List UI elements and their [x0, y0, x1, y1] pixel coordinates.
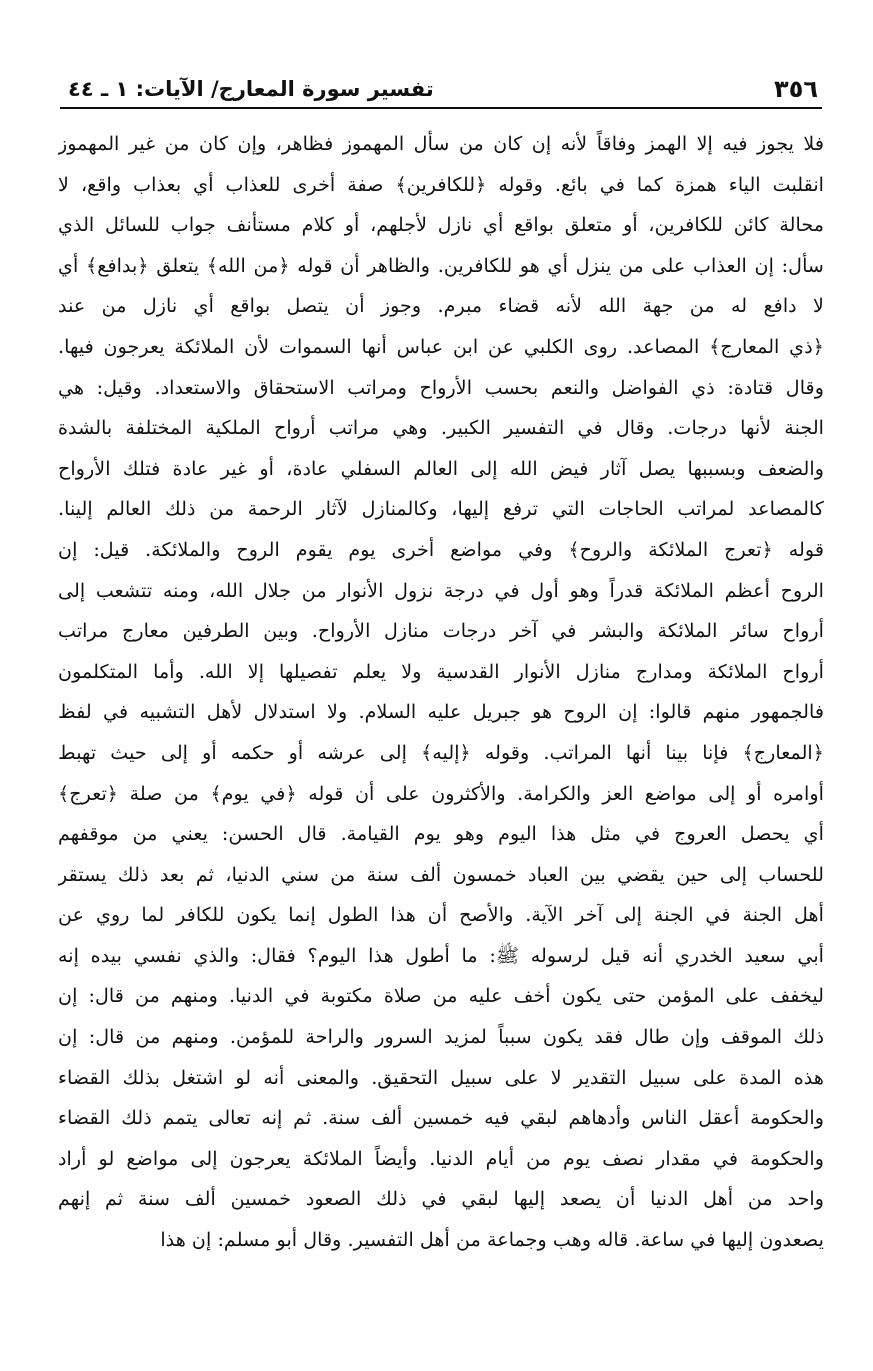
- text-line: هذه المدة على سبيل التقدير لا على سبيل التحقيق. والمعنى أنه لو اشتغل بذلك القضاء: [58, 1065, 824, 1089]
- text-line: قوله ﴿تعرج الملائكة والروح﴾ وفي مواضع أخرى يوم يقوم الروح والملائكة. قيل: إن: [58, 537, 824, 561]
- text-line: أهل الجنة في الجنة إلى آخر الآية. والأصح أن هذا الطول إنما يكون للكافر لما روي عن: [58, 903, 824, 927]
- text-line: يصعدون إليها في ساعة. قاله وهب وجماعة من أهل التفسير. وقال أبو مسلم: إن هذا: [160, 1228, 824, 1252]
- text-line: واحد من أهل الدنيا أن يصعد إليها لبقي في ذلك الصعود خمسين ألف سنة ثم إنهم: [58, 1187, 824, 1211]
- text-line: أوامره أو إلى مواضع العز والكرامة. والأكثرون على أن قوله ﴿في يوم﴾ من صلة ﴿تعرج﴾: [58, 781, 824, 805]
- text-line: ﴿ذي المعارج﴾ المصاعد. روى الكلبي عن ابن عباس أنها السموات لأن الملائكة يعرجون فيها.: [58, 334, 824, 358]
- body-text: [58, 124, 824, 1261]
- text-line: سأل: إن العذاب على من ينزل أي هو للكافرين. والظاهر أن قوله ﴿من الله﴾ يتعلق ﴿بدافع﴾ أي: [58, 253, 824, 277]
- running-title: تفسير سورة المعارج/ الآيات: ١ ـ ٤٤: [68, 77, 434, 101]
- text-line: الروح أعظم الملائكة قدراً وهو أول في درجة نزول الأنوار من جلال الله، ومنه تتشعب إلى: [58, 578, 824, 602]
- text-line: انقلبت الياء همزة كما في بائع. وقوله ﴿للكافرين﴾ صفة أخرى للعذاب أي بعذاب واقع، لا: [58, 172, 824, 196]
- text-line: للحساب إلى حين يقضي بين العباد خمسون ألف سنة من سني الدنيا، ثم بعد ذلك يستقر: [58, 862, 824, 886]
- text-line: ليخفف على المؤمن حتى يكون أخف عليه من صلاة مكتوبة في الدنيا. ومنهم من قال: إن: [58, 984, 824, 1008]
- text-line: أبي سعيد الخدري أنه قيل لرسوله ﷺ: ما أطول هذا اليوم؟ فقال: والذي نفسي بيده إنه: [58, 943, 824, 967]
- text-line: وقال قتادة: ذي الفواضل والنعم بحسب الأرواح ومراتب الاستحقاق والاستعداد. وقيل: هي: [58, 375, 824, 399]
- text-line: والضعف وبسببها يصل آثار فيض الله إلى العالم السفلي عادة، أو غير عادة فتلك الأرواح: [58, 456, 824, 480]
- text-line: أرواح الملائكة ومدارج منازل الأنوار القدسية ولا يعلم تفصيلها إلا الله. وأما المتكلمون: [58, 659, 824, 683]
- text-line: والحكومة أعقل الناس وأدهاهم لبقي فيه خمسين ألف سنة. ثم إنه تعالى يتمم ذلك القضاء: [58, 1106, 824, 1130]
- text-line: لا دافع له من جهة الله لأنه قضاء مبرم. وجوز أن يتصل بواقع أي نازل من عند: [58, 294, 824, 318]
- page-number: ٣٥٦: [774, 75, 818, 103]
- text-line: فلا يجوز فيه إلا الهمز وفاقاً لأنه إن كان من سأل المهموز فظاهر، وإن كان من غير المهموز: [58, 132, 824, 155]
- text-line: أرواح سائر الملائكة والبشر في آخر درجات منازل الأرواح. وبين الطرفين معارج مراتب: [58, 619, 824, 643]
- text-line: كالمصاعد لمراتب الحاجات التي ترفع إليها، وكالمنازل لآثار الرحمة من ذلك العالم إلينا.: [58, 497, 824, 521]
- text-line: الجنة لأنها درجات. وقال في التفسير الكبير. وهي مراتب أرواح الملكية المختلفة بالشدة: [58, 416, 824, 440]
- text-line: أي يحصل العروج في مثل هذا اليوم وهو يوم القيامة. قال الحسن: يعني من موقفهم: [58, 822, 824, 846]
- text-line: محالة كائن للكافرين، أو متعلق بواقع أي نازل لأجلهم، أو كلام مستأنف جواب للسائل الذي: [58, 213, 824, 237]
- text-line: ذلك الموقف وإن طال فقد يكون سبباً لمزيد السرور والراحة للمؤمن. ومنهم من قال: إن: [58, 1025, 824, 1049]
- text-line: والحكومة في مقدار نصف يوم من أيام الدنيا. وأيضاً الملائكة يعرجون إلى مواضع لو أراد: [58, 1146, 824, 1170]
- page-header: [68, 66, 818, 104]
- text-line: فالجمهور منهم قالوا: إن الروح هو جبريل عليه السلام. ولا استدلال لأهل التشبيه في لفظ: [58, 700, 824, 724]
- text-line: ﴿المعارج﴾ فإنا بينا أنها المراتب. وقوله ﴿إليه﴾ إلى عرشه أو حكمه أو إلى حيث تهبط: [58, 740, 824, 764]
- header-divider: [60, 107, 822, 109]
